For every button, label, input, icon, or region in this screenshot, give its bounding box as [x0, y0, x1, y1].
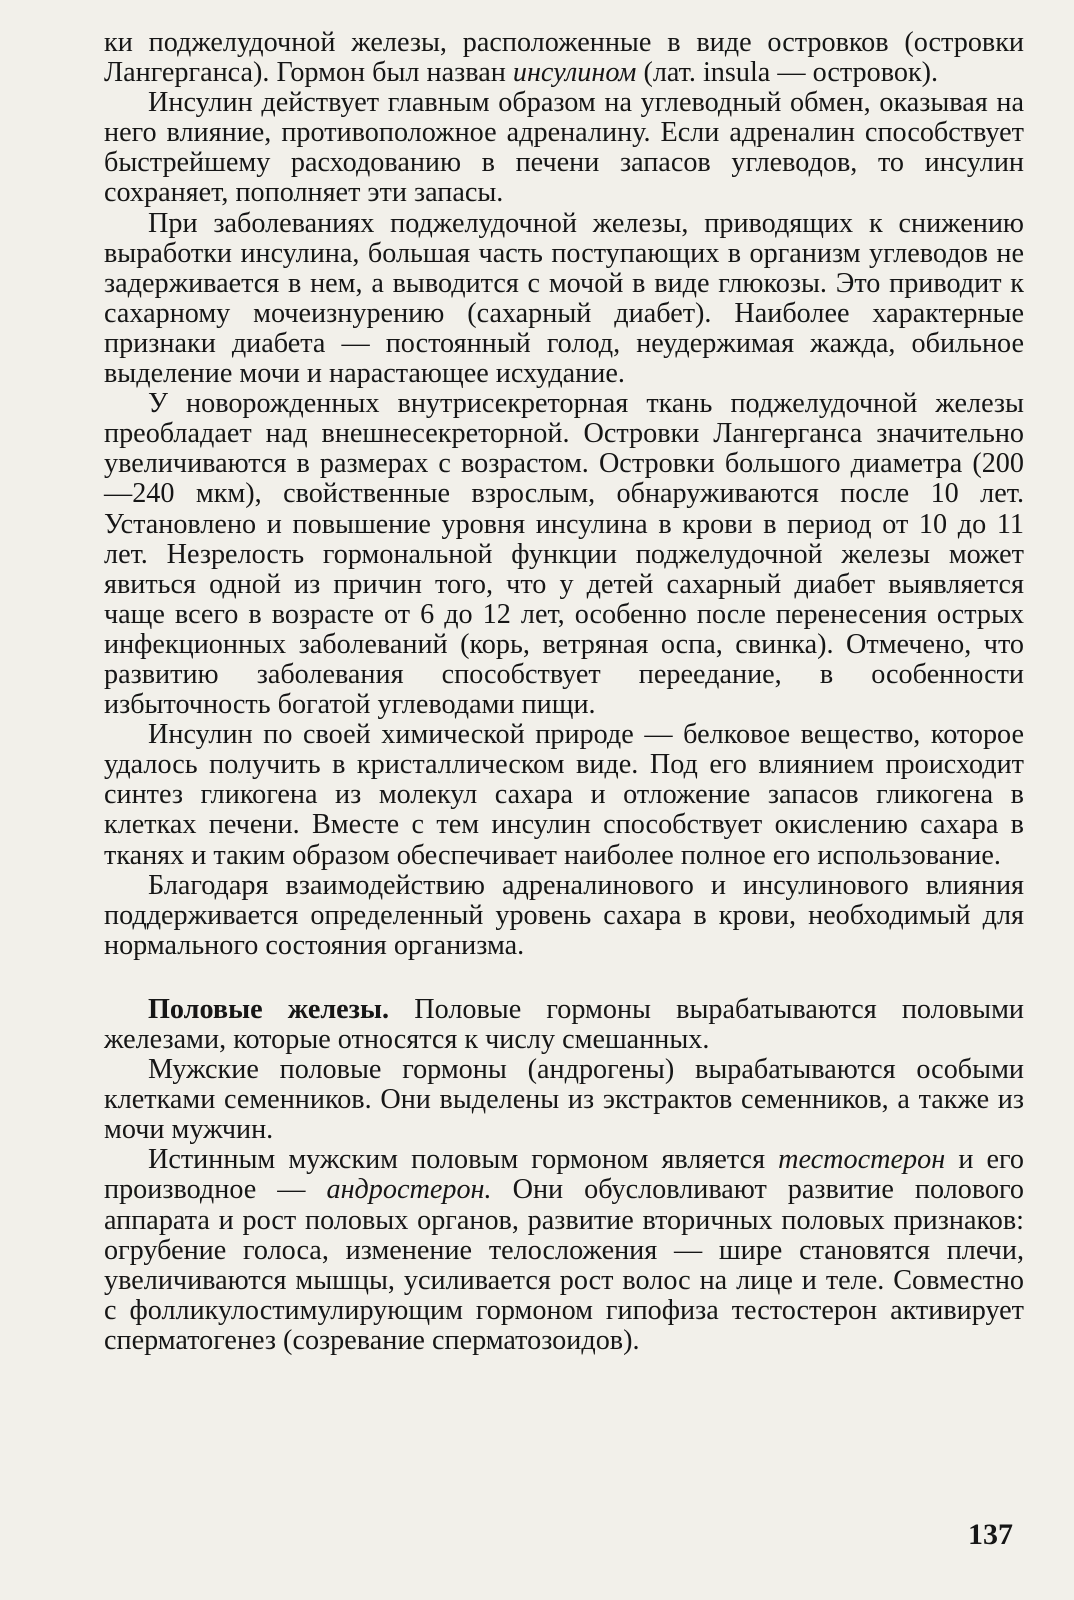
paragraph-testosterone: [104, 1145, 1024, 1356]
paragraph-text: Истинным мужским половым гормоном является: [148, 1144, 779, 1176]
section-gap: [104, 961, 1024, 995]
paragraph-text: (лат. insula — островок).: [636, 57, 939, 89]
paragraph-sex-glands: [104, 995, 1024, 1055]
term-androsterone: андростерон.: [326, 1174, 492, 1206]
paragraph-insulin-action: Инсулин действует главным образом на углеводный обмен, оказывая на него влияние, противоположное адреналину. Если адреналин способствует быстрейшему расходованию в печени запасов углеводов, то инсулин сохраняет, пополняет эти запасы.: [104, 87, 1024, 209]
paragraph-text: Половые гормоны вырабатываются половыми железами, которые относятся к числу смешанных.: [104, 993, 1024, 1055]
paragraph-androgens: Мужские половые гормоны (андрогены) вырабатываются особыми клетками семенников. Они выделены из экстрактов семенников, а также из мочи мужчин.: [104, 1054, 1024, 1146]
term-insulin: инсулином: [512, 57, 637, 89]
paragraph-text: и его производное —: [104, 1144, 1024, 1206]
paragraph-sugar-level: Благодаря взаимодействию адреналинового и инсулинового влияния поддерживается определенный уровень сахара в крови, необходимый для нормального состояния организма.: [104, 869, 1024, 961]
paragraph-text: Они обусловливают развитие полового аппарата и рост половых органов, развитие вторичных половых признаков: огрубение голоса, изменение телосложения — шире становятся плечи, увеличиваются мышцы, усиливается рост волос на лице и теле. Совместно с фолликулостимулирующим гормоном гипофиза тестостерон активирует сперматогенез (созревание сперматозоидов).: [104, 1174, 1024, 1356]
paragraph-diabetes: При заболеваниях поджелудочной железы, приводящих к снижению выработки инсулина, большая часть поступающих в организм углеводов не задерживается в нем, а выводится с мочой в виде глюкозы. Это приводит к сахарному мочеизнурению (сахарный диабет). Наиболее характерные признаки диабета — постоянный голод, неудержимая жажда, обильное выделение мочи и нарастающее исхудание.: [104, 207, 1024, 390]
page-body: [104, 28, 1024, 1356]
paragraph-insulin-nature: Инсулин по своей химической природе — белковое вещество, которое удалось получить в кристаллическом виде. Под его влиянием происходит синтез гликогена из молекул сахара и отложение запасов гликогена в клетках печени. Вместе с тем инсулин способствует окислению сахара в тканях и таким образом обеспечивает наиболее полное его использование.: [104, 719, 1024, 871]
paragraph-insulin-origin: [104, 28, 1024, 88]
term-testosterone: тестостерон: [778, 1144, 946, 1176]
page-number: 137: [968, 1518, 1013, 1551]
paragraph-text: ки поджелудочной железы, расположенные в виде островков (островки Лангерганса). Гормон был назван: [104, 27, 1024, 89]
section-heading: Половые железы.: [148, 993, 390, 1025]
paragraph-newborns: У новорожденных внутрисекреторная ткань поджелудочной железы преобладает над внешнесекреторной. Островки Лангерганса значительно увеличиваются в размерах с возрастом. Островки большого диаметра (200—240 мкм), свойственные взрослым, обнаруживаются после 10 лет. Установлено и повышение уровня инсулина в крови в период от 10 до 11 лет. Незрелость гормональной функции поджелудочной железы может явиться одной из причин того, что у детей сахарный диабет выявляется чаще всего в возрасте от 6 до 12 лет, особенно после перенесения острых инфекционных заболеваний (корь, ветряная оспа, свинка). Отмечено, что развитию заболевания способствует переедание, в особенности избыточность богатой углеводами пищи.: [104, 388, 1024, 721]
